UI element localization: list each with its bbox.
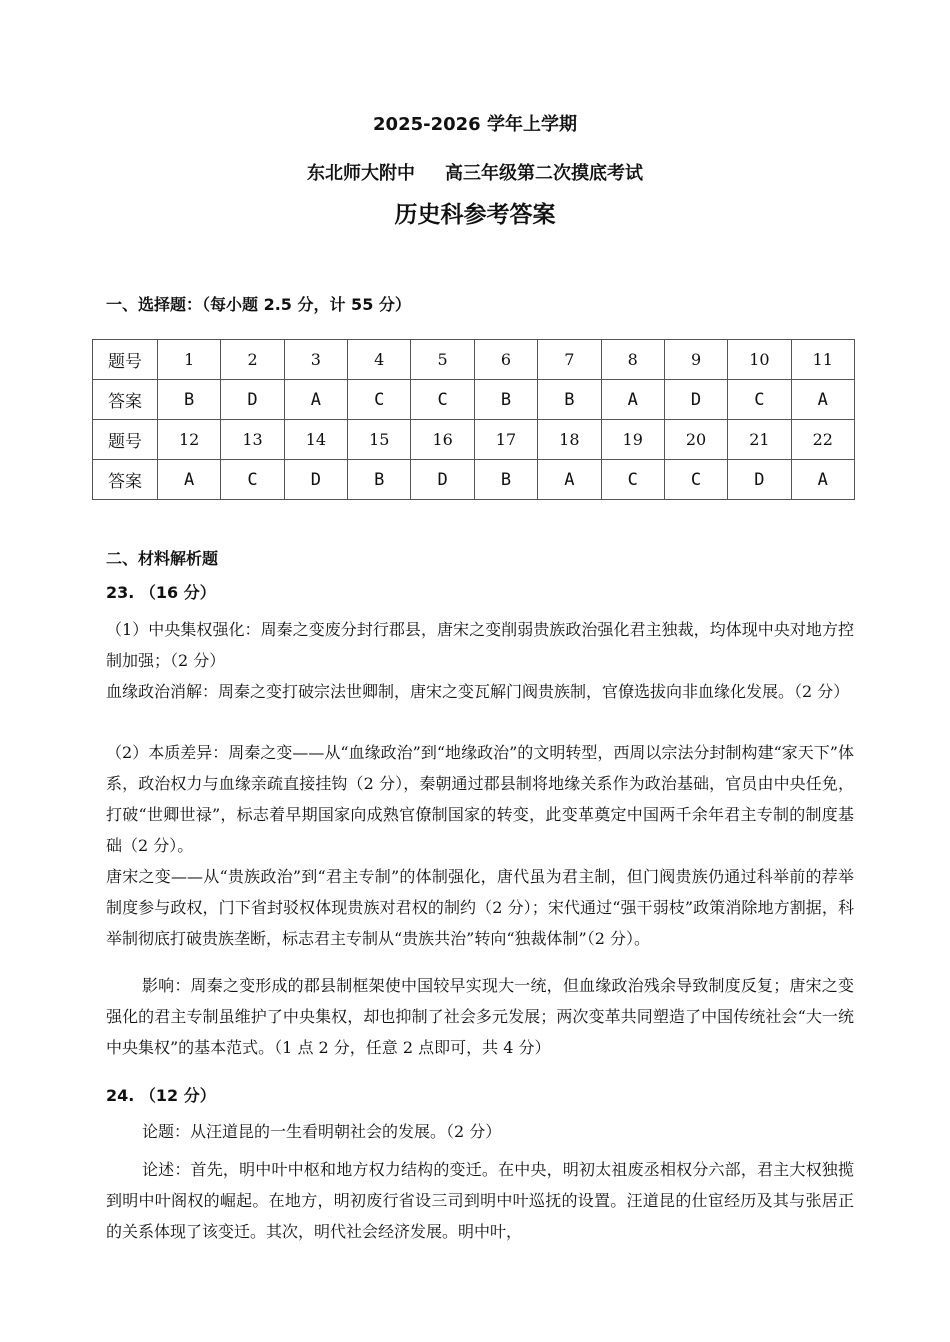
question-number: 22 [791,420,854,460]
answer-cell: A [284,380,347,420]
answer-cell: D [221,380,284,420]
answer-cell: A [791,380,854,420]
q23-title: 23. （16 分） [106,583,216,602]
section1-heading: 一、选择题：（每小题 2.5 分，计 55 分） [106,295,411,314]
answer-cell: B [348,460,411,500]
question-number: 12 [158,420,221,460]
answer-cell: B [538,380,601,420]
row-label: 题号 [93,340,158,380]
answer-cell: A [158,460,221,500]
table-row [93,380,855,420]
question-number: 6 [474,340,537,380]
q23-paragraph: 唐宋之变——从“贵族政治”到“君主专制”的体制强化，唐代虽为君主制，但门阀贵族仍通过科举前的荐举制度参与政权，门下省封驳权体现贵族对君权的制约（2 分）；宋代通过“强干弱枝”政策消除地方割据，科举制彻底打破贵族垄断，标志君主专制从“贵族共治”转向“独裁体制”（2 分）。 [106,867,854,948]
question-number: 8 [601,340,664,380]
answer-cell: C [411,380,474,420]
section2-heading: 二、材料解析题 [106,549,219,568]
school-name: 东北师大附中 [307,163,415,184]
q24-title: 24. （12 分） [106,1086,216,1105]
answer-table [92,339,855,500]
answer-cell: C [664,460,727,500]
q23-paragraph: （1）中央集权强化：周秦之变废分封行郡县，唐宋之变削弱贵族政治强化君主独裁，均体现中央对地方控制加强；（2 分） [106,620,854,670]
table-row [93,340,855,380]
question-number: 17 [474,420,537,460]
term-title: 2025-2026 学年上学期 [373,114,577,135]
question-number: 4 [348,340,411,380]
table-row [93,460,855,500]
answer-cell: D [284,460,347,500]
answer-cell: D [664,380,727,420]
row-label: 题号 [93,420,158,460]
question-number: 18 [538,420,601,460]
question-number: 2 [221,340,284,380]
question-number: 1 [158,340,221,380]
question-number: 11 [791,340,854,380]
exam-title [0,159,950,185]
subject-title: 历史科参考答案 [394,202,556,228]
q23-paragraph: 影响：周秦之变形成的郡县制框架使中国较早实现大一统，但血缘政治残余导致制度反复；唐宋之变强化的君主专制虽维护了中央集权，却也抑制了社会多元发展；两次变革共同塑造了中国传统社会“大一统中央集权”的基本范式。（1 点 2 分，任意 2 点即可，共 4 分） [106,976,854,1057]
answer-cell: C [348,380,411,420]
question-number: 16 [411,420,474,460]
answer-cell: C [601,460,664,500]
question-number: 13 [221,420,284,460]
q24-paragraph: 论述：首先，明中叶中枢和地方权力结构的变迁。在中央，明初太祖废丞相权分六部，君主大权独揽到明中叶阁权的崛起。在地方，明初废行省设三司到明中叶巡抚的设置。汪道昆的仕宦经历及其与张居正的关系体现了该变迁。其次，明代社会经济发展。明中叶， [106,1160,854,1241]
question-number: 14 [284,420,347,460]
question-number: 10 [728,340,791,380]
question-number: 9 [664,340,727,380]
table-row [93,420,855,460]
exam-name: 高三年级第二次摸底考试 [445,163,643,184]
row-label: 答案 [93,460,158,500]
answer-cell: D [411,460,474,500]
answer-cell: A [791,460,854,500]
question-number: 3 [284,340,347,380]
question-number: 15 [348,420,411,460]
answer-cell: C [728,380,791,420]
question-number: 20 [664,420,727,460]
answer-cell: A [601,380,664,420]
question-number: 21 [728,420,791,460]
q23-paragraph: 血缘政治消解：周秦之变打破宗法世卿制，唐宋之变瓦解门阀贵族制，官僚选拔向非血缘化发展。（2 分） [106,682,850,701]
answer-cell: A [538,460,601,500]
question-number: 5 [411,340,474,380]
answer-cell: B [474,460,537,500]
answer-cell: D [728,460,791,500]
answer-cell: B [158,380,221,420]
q23-paragraph: （2）本质差异：周秦之变——从“血缘政治”到“地缘政治”的文明转型，西周以宗法分封制构建“家天下”体系，政治权力与血缘亲疏直接挂钩（2 分），秦朝通过郡县制将地缘关系作为政治基础，官员由中央任免，打破“世卿世禄”，标志着早期国家向成熟官僚制国家的转变，此变革奠定中国两千余年君主专制的制度基础（2 分）。 [106,743,854,855]
question-number: 19 [601,420,664,460]
answer-cell: B [474,380,537,420]
question-number: 7 [538,340,601,380]
row-label: 答案 [93,380,158,420]
q24-paragraph: 论题：从汪道昆的一生看明朝社会的发展。（2 分） [142,1122,502,1141]
answer-cell: C [221,460,284,500]
